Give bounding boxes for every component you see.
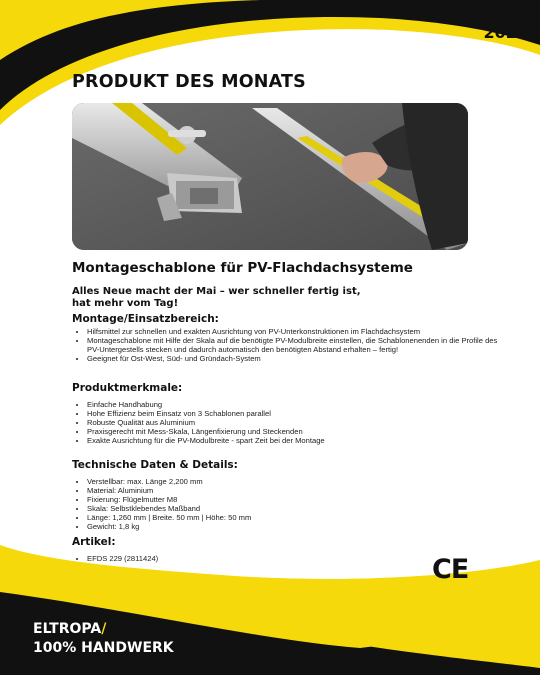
list-item: • Geeignet für Ost-West, Süd- und Gründach-System	[87, 354, 507, 363]
product-title: Montageschablone für PV-Flachdachsysteme	[72, 260, 413, 276]
issue-month: Mai	[489, 5, 522, 24]
brand-accent-mark: /	[101, 621, 107, 637]
product-illustration	[72, 103, 468, 250]
intro-line-1: Alles Neue macht der Mai – wer schneller fertig ist,	[72, 286, 361, 297]
list-item: • Verstellbar: max. Länge 2,200 mm	[87, 477, 507, 486]
product-photo	[72, 103, 468, 250]
list-item: • Hilfsmittel zur schnellen und exakten Ausrichtung von PV-Unterkonstruktionen im Flachdachsystem	[87, 327, 507, 336]
brand-tagline: 100% HANDWERK	[33, 640, 174, 656]
list-item: • Skala: Selbstklebendes Maßband	[87, 504, 507, 513]
list-item: • Einfache Handhabung	[87, 400, 507, 409]
intro-line-2: hat mehr vom Tag!	[72, 298, 179, 309]
list-item: • Exakte Ausrichtung für die PV-Modulbreite - spart Zeit bei der Montage	[87, 436, 507, 445]
list-item: • Montageschablone mit Hilfe der Skala auf die benötigte PV-Modulbreite einstellen, die Schablonenenden in die Profile des PV-Untergestells stecken und dadurch automatisch den benötigten Abstand erhalten – fertig!	[87, 336, 507, 354]
list-item: • Fixierung: Flügelmutter M8	[87, 495, 507, 504]
merkmale-list	[72, 400, 507, 445]
artikel-heading: Artikel:	[72, 536, 116, 548]
issue-date	[483, 6, 528, 42]
brand-block	[33, 620, 174, 658]
brand-logo	[33, 620, 174, 639]
merkmale-heading: Produktmerkmale:	[72, 382, 183, 394]
montage-heading: Montage/Einsatzbereich:	[72, 313, 219, 325]
headline: PRODUKT DES MONATS	[72, 72, 306, 92]
list-item: • Gewicht: 1,8 kg	[87, 522, 507, 531]
list-item: • Länge: 1,260 mm | Breite. 50 mm | Höhe: 50 mm	[87, 513, 507, 522]
list-item: • Material: Aluminium	[87, 486, 507, 495]
technik-list	[72, 477, 507, 531]
ce-mark-icon: CE	[432, 554, 469, 585]
issue-year: 2025	[483, 23, 528, 42]
list-item: • EFDS 229 (2811424)	[87, 554, 507, 563]
list-item: • Robuste Qualität aus Aluminium	[87, 418, 507, 427]
technik-heading: Technische Daten & Details:	[72, 459, 238, 471]
intro-text	[72, 286, 412, 310]
montage-list	[72, 327, 507, 363]
brand-name: ELTROPA	[33, 621, 102, 637]
list-item: • Praxisgerecht mit Mess-Skala, Längenfixierung und Steckenden	[87, 427, 507, 436]
list-item: • Hohe Effizienz beim Einsatz von 3 Schablonen parallel	[87, 409, 507, 418]
